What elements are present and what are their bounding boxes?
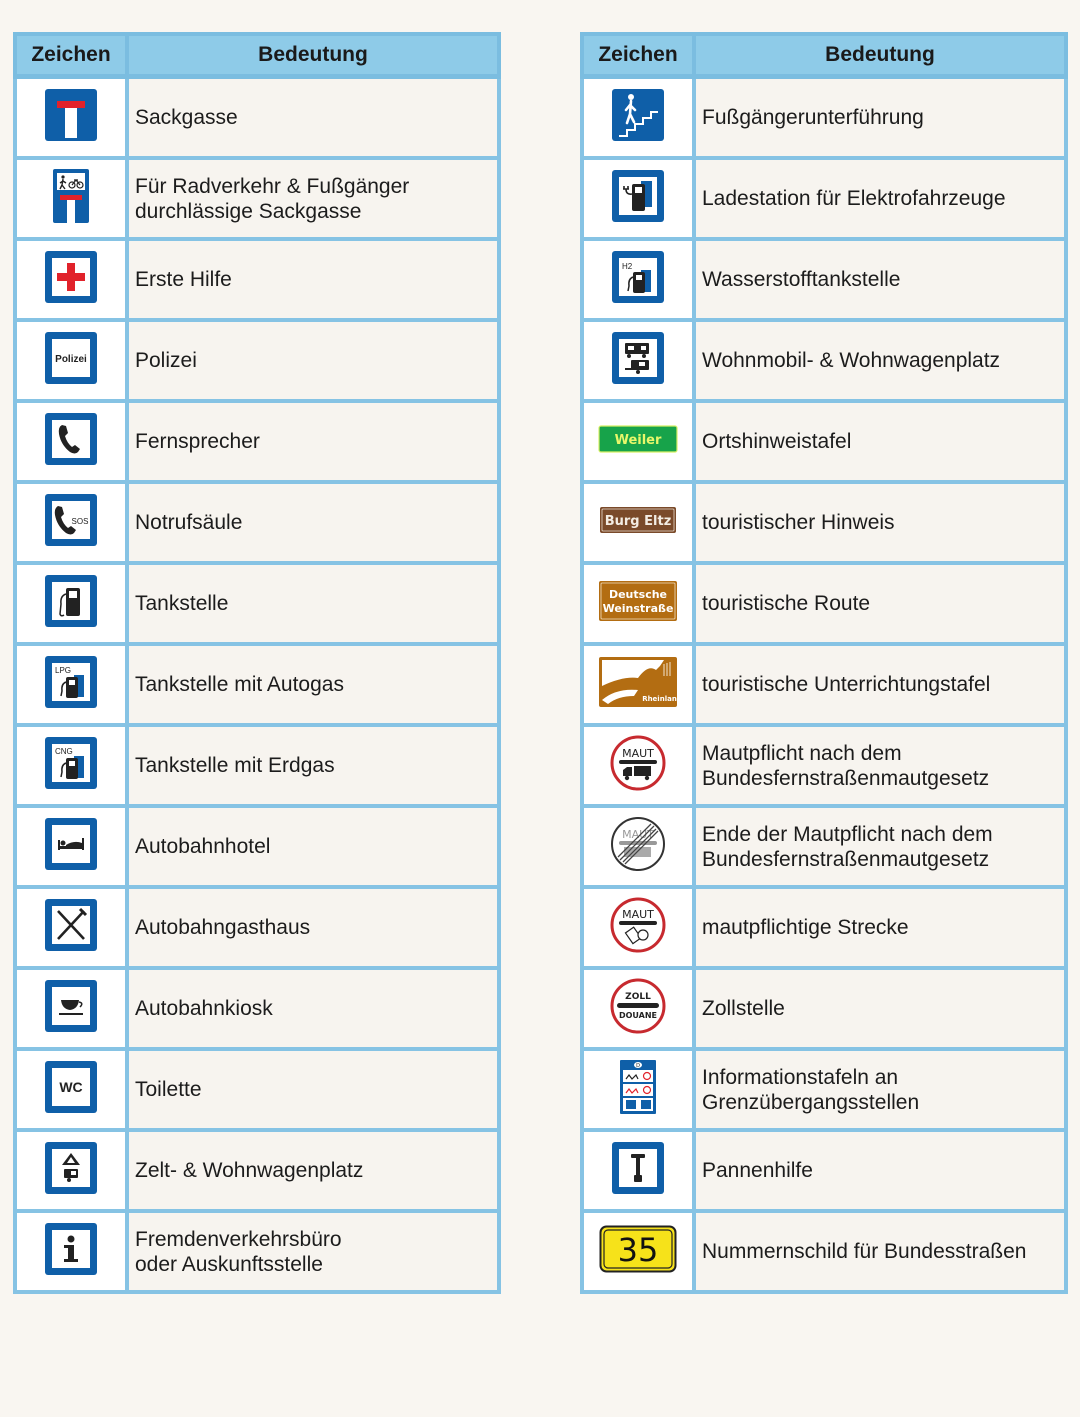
meaning-text: Ladestation für Elektrofahrzeuge	[702, 187, 1006, 210]
table-row	[582, 563, 1066, 644]
meaning-cell	[127, 563, 499, 644]
meaning-text: Autobahngasthaus	[135, 916, 311, 939]
table-row	[582, 239, 1066, 320]
table-row	[582, 644, 1066, 725]
table-row	[15, 77, 499, 159]
meaning-text: Zelt- & Wohnwagenplatz	[135, 1159, 364, 1182]
table-row	[582, 806, 1066, 887]
meaning-cell	[694, 644, 1066, 725]
meaning-cell	[694, 320, 1066, 401]
table-row	[15, 401, 499, 482]
hotel-bed-icon	[44, 817, 98, 876]
meaning-text: Notrufsäule	[135, 511, 243, 534]
meaning-text: Erste Hilfe	[135, 268, 232, 291]
sign-cell	[582, 887, 694, 968]
meaning-text: touristische Unterrichtungstafel	[702, 673, 991, 696]
dead-end-permeable-icon	[52, 168, 90, 229]
table-row	[582, 320, 1066, 401]
meaning-text: Wohnmobil- & Wohnwagenplatz	[702, 349, 1001, 372]
meaning-cell	[127, 77, 499, 159]
meaning-text: Ortshinweistafel	[702, 430, 852, 453]
ev-charging-icon	[611, 169, 665, 228]
sign-cell	[15, 887, 127, 968]
meaning-text: Polizei	[135, 349, 197, 372]
toll-road-icon	[610, 897, 666, 958]
meaning-cell	[127, 239, 499, 320]
sign-cell	[15, 239, 127, 320]
sign-cell	[582, 77, 694, 159]
emergency-phone-icon	[44, 493, 98, 552]
meaning-text: Tankstelle mit Autogas	[135, 673, 344, 696]
meaning-cell	[127, 887, 499, 968]
table-body-right	[582, 77, 1066, 1293]
meaning-cell	[694, 563, 1066, 644]
breakdown-help-icon	[611, 1141, 665, 1200]
meaning-cell	[127, 482, 499, 563]
meaning-text: Grenzübergangsstellen	[702, 1090, 920, 1114]
sign-cell	[582, 401, 694, 482]
svg-text:DOUANE: DOUANE	[618, 1011, 658, 1020]
sign-cell	[15, 320, 127, 401]
table-row	[15, 887, 499, 968]
meaning-cell	[694, 239, 1066, 320]
cng-station-icon	[44, 736, 98, 795]
meaning-cell	[127, 644, 499, 725]
sign-cell	[15, 1211, 127, 1292]
meaning-text: Bundesfernstraßenmautgesetz	[702, 847, 990, 871]
meaning-cell	[127, 320, 499, 401]
meaning-cell	[694, 887, 1066, 968]
meaning-text: durchlässige Sackgasse	[135, 199, 362, 223]
table-row	[15, 725, 499, 806]
sign-cell	[15, 806, 127, 887]
table-row	[15, 644, 499, 725]
svg-text:35: 35	[617, 1231, 659, 1269]
table-row	[582, 401, 1066, 482]
sign-cell	[582, 725, 694, 806]
kiosk-cup-icon	[44, 979, 98, 1038]
border-info-panel-icon	[619, 1059, 657, 1120]
sign-cell	[15, 725, 127, 806]
sign-cell	[15, 77, 127, 159]
meaning-cell	[694, 401, 1066, 482]
svg-text:Rheinland: Rheinland	[642, 695, 678, 703]
meaning-cell	[127, 725, 499, 806]
meaning-text: mautpflichtige Strecke	[702, 916, 909, 939]
meaning-cell	[127, 1130, 499, 1211]
meaning-text: oder Auskunftsstelle	[135, 1252, 323, 1276]
table-row	[15, 1130, 499, 1211]
tourist-route-icon	[598, 580, 678, 627]
meaning-text: Autobahnkiosk	[135, 997, 273, 1020]
svg-text:MAUT: MAUT	[622, 908, 654, 921]
fuel-station-icon	[44, 574, 98, 633]
sign-cell	[582, 968, 694, 1049]
pedestrian-underpass-icon	[611, 88, 665, 147]
svg-text:MAUT: MAUT	[622, 747, 654, 760]
tent-caravan-icon	[44, 1141, 98, 1200]
restaurant-icon	[44, 898, 98, 957]
table-row	[582, 1130, 1066, 1211]
table-row	[15, 968, 499, 1049]
table-row	[582, 725, 1066, 806]
sign-cell	[582, 1211, 694, 1292]
svg-text:ZOLL: ZOLL	[625, 992, 651, 1002]
telephone-icon	[44, 412, 98, 471]
column-header-meaning: Bedeutung	[694, 34, 1066, 77]
meaning-cell	[694, 1211, 1066, 1292]
table-row	[582, 1211, 1066, 1292]
signs-table-left	[13, 32, 501, 1294]
meaning-text: Für Radverkehr & Fußgänger	[135, 174, 410, 198]
meaning-text: Autobahnhotel	[135, 835, 271, 858]
table-row	[15, 1049, 499, 1130]
svg-text:Polizei: Polizei	[55, 354, 87, 365]
toll-truck-icon	[610, 735, 666, 796]
meaning-text: Fremdenverkehrsbüro	[135, 1227, 342, 1251]
police-icon	[44, 331, 98, 390]
sign-cell	[582, 563, 694, 644]
meaning-cell	[127, 968, 499, 1049]
table-header-row	[15, 34, 499, 77]
svg-text:CNG: CNG	[55, 747, 73, 756]
column-header-sign: Zeichen	[582, 34, 694, 77]
meaning-text: Tankstelle	[135, 592, 229, 615]
meaning-cell	[694, 77, 1066, 159]
svg-text:Weiler: Weiler	[614, 433, 662, 448]
meaning-cell	[694, 968, 1066, 1049]
place-name-sign-icon	[598, 425, 678, 458]
sign-cell	[15, 482, 127, 563]
end-toll-icon	[610, 816, 666, 877]
meaning-text: Zollstelle	[702, 997, 785, 1020]
meaning-text: Nummernschild für Bundesstraßen	[702, 1240, 1027, 1263]
svg-text:Burg Eltz: Burg Eltz	[604, 514, 672, 529]
toilet-wc-icon	[44, 1060, 98, 1119]
motorhome-caravan-icon	[611, 331, 665, 390]
sign-cell	[582, 1130, 694, 1211]
meaning-text: Informationstafeln an	[702, 1065, 899, 1089]
meaning-text: Wasserstofftankstelle	[702, 268, 901, 291]
tourist-info-panel-icon	[598, 656, 678, 713]
meaning-text: touristischer Hinweis	[702, 511, 895, 534]
meaning-cell	[694, 158, 1066, 239]
sign-cell	[582, 158, 694, 239]
meaning-cell	[694, 806, 1066, 887]
meaning-cell	[127, 401, 499, 482]
table-row	[15, 482, 499, 563]
meaning-cell	[127, 1211, 499, 1292]
sign-cell	[15, 644, 127, 725]
svg-text:Weinstraße: Weinstraße	[602, 602, 674, 615]
meaning-cell	[127, 158, 499, 239]
svg-text:MAUT: MAUT	[622, 828, 654, 841]
meaning-text: Bundesfernstraßenmautgesetz	[702, 766, 990, 790]
meaning-text: Toilette	[135, 1078, 202, 1101]
meaning-text: Tankstelle mit Erdgas	[135, 754, 335, 777]
meaning-cell	[127, 806, 499, 887]
meaning-text: Ende der Mautpflicht nach dem	[702, 822, 993, 846]
sign-cell	[15, 158, 127, 239]
table-header-row	[582, 34, 1066, 77]
svg-text:D: D	[636, 1063, 640, 1069]
dead-end-icon	[44, 88, 98, 147]
table-row	[15, 806, 499, 887]
svg-text:LPG: LPG	[55, 666, 72, 675]
svg-text:WC: WC	[59, 1079, 83, 1095]
table-row	[15, 239, 499, 320]
table-row	[15, 320, 499, 401]
sign-cell	[582, 239, 694, 320]
table-row	[15, 158, 499, 239]
sign-cell	[15, 563, 127, 644]
meaning-cell	[694, 1130, 1066, 1211]
table-row	[582, 482, 1066, 563]
meaning-cell	[694, 1049, 1066, 1130]
table-row	[582, 158, 1066, 239]
sign-cell	[15, 968, 127, 1049]
meaning-text: Fußgängerunterführung	[702, 106, 924, 129]
table-row	[582, 1049, 1066, 1130]
meaning-text: touristische Route	[702, 592, 871, 615]
table-row	[582, 77, 1066, 159]
meaning-text: Sackgasse	[135, 106, 238, 129]
hydrogen-station-icon	[611, 250, 665, 309]
meaning-text: Pannenhilfe	[702, 1159, 813, 1182]
table-row	[15, 563, 499, 644]
meaning-cell	[127, 1049, 499, 1130]
sign-cell	[582, 1049, 694, 1130]
sign-cell	[15, 401, 127, 482]
first-aid-icon	[44, 250, 98, 309]
table-row	[582, 887, 1066, 968]
sign-cell	[582, 320, 694, 401]
meaning-cell	[694, 725, 1066, 806]
signs-table-right	[580, 32, 1068, 1294]
federal-road-number-icon	[599, 1225, 677, 1278]
tourist-sign-icon	[599, 506, 677, 539]
svg-text:SOS: SOS	[71, 517, 89, 526]
meaning-cell	[694, 482, 1066, 563]
svg-text:Deutsche: Deutsche	[608, 588, 668, 601]
sign-cell	[582, 806, 694, 887]
sign-cell	[15, 1049, 127, 1130]
meaning-text: Mautpflicht nach dem	[702, 741, 902, 765]
svg-text:H2: H2	[622, 262, 633, 271]
column-header-meaning: Bedeutung	[127, 34, 499, 77]
sign-cell	[582, 482, 694, 563]
table-body-left	[15, 77, 499, 1293]
sign-cell	[582, 644, 694, 725]
customs-icon	[610, 978, 666, 1039]
table-row	[15, 1211, 499, 1292]
sign-cell	[15, 1130, 127, 1211]
table-row	[582, 968, 1066, 1049]
lpg-station-icon	[44, 655, 98, 714]
information-icon	[44, 1222, 98, 1281]
meaning-text: Fernsprecher	[135, 430, 260, 453]
column-header-sign: Zeichen	[15, 34, 127, 77]
